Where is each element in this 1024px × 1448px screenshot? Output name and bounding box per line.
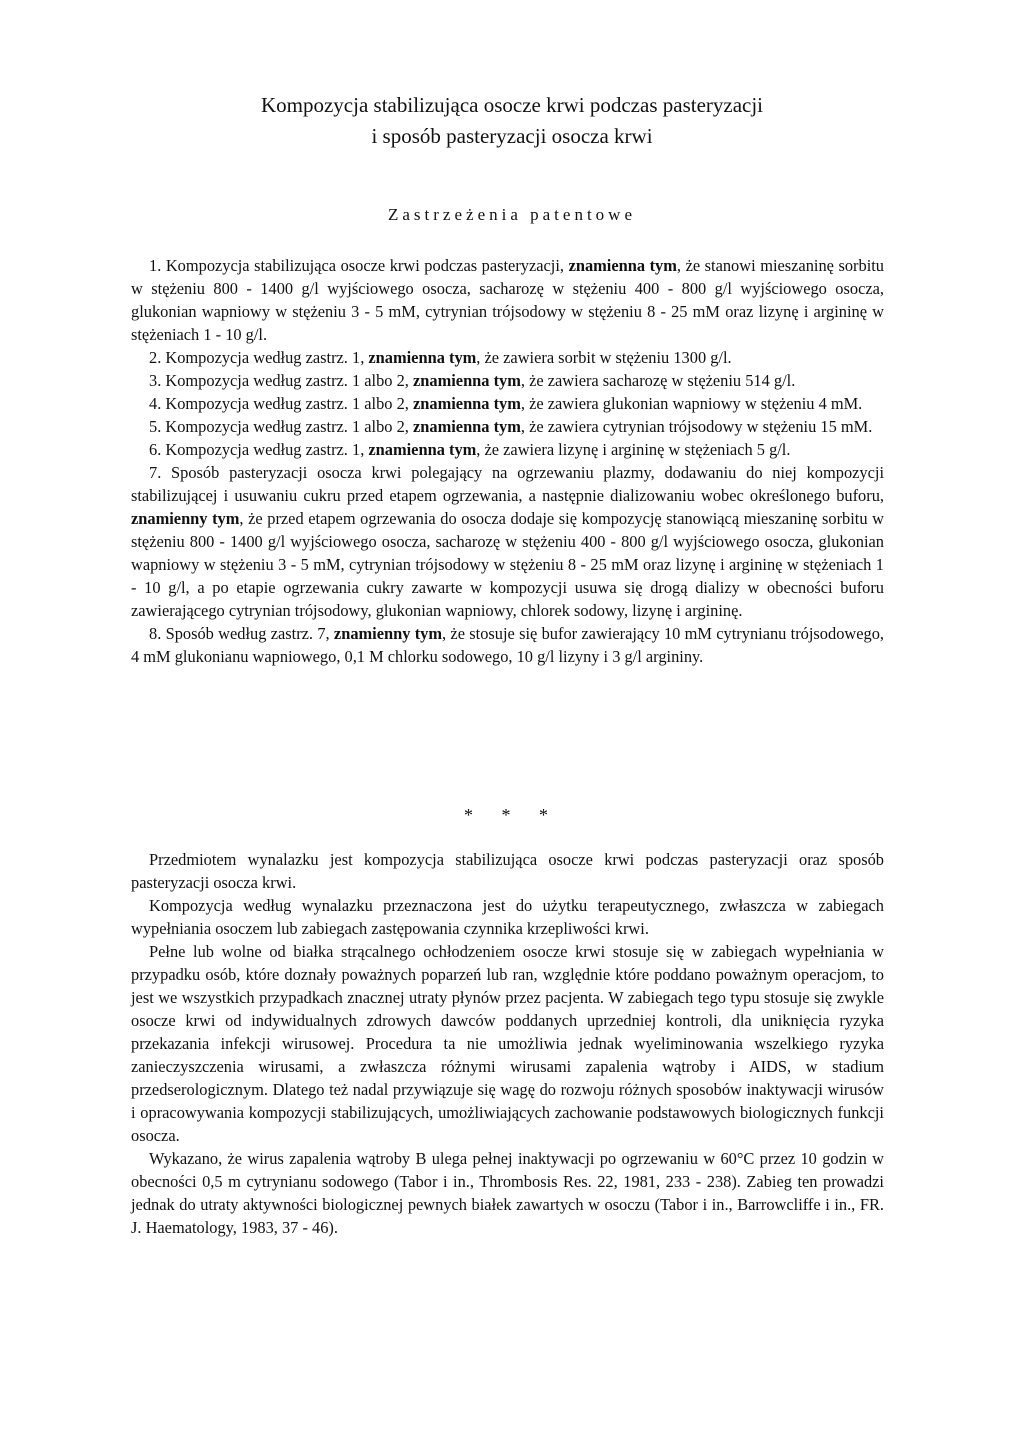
claims-heading: Zastrzeżenia patentowe	[388, 205, 636, 224]
section-separator: * * *	[464, 805, 560, 825]
claim-6: 6. Kompozycja według zastrz. 1, znamienna tym, że zawiera lizynę i argininę w stężeniach 5 g/l.	[149, 440, 791, 459]
claims-list	[131, 254, 884, 668]
description-paragraph-4: Wykazano, że wirus zapalenia wątroby B ulega pełnej inaktywacji po ogrzewaniu w 60°C przez 10 godzin w obecności 0,5 m cytrynianu sodowego (Tabor i in., Thrombosis Res. 22, 1981, 233 - 238). Zabieg ten prowadzi jednak do utraty aktywności biologicznej pewnych białek zawartych w osoczu (Tabor i in., Barrowcliffe i in., FR. J. Haematology, 1983, 37 - 46).	[131, 1149, 884, 1237]
claim-4: 4. Kompozycja według zastrz. 1 albo 2, znamienna tym, że zawiera glukonian wapniowy w stężeniu 4 mM.	[149, 394, 863, 413]
claim-5: 5. Kompozycja według zastrz. 1 albo 2, znamienna tym, że zawiera cytrynian trójsodowy w stężeniu 15 mM.	[149, 417, 873, 436]
claim-3: 3. Kompozycja według zastrz. 1 albo 2, znamienna tym, że zawiera sacharozę w stężeniu 514 g/l.	[149, 371, 796, 390]
claim-1: 1. Kompozycja stabilizująca osocze krwi podczas pasteryzacji, znamienna tym, że stanowi mieszaninę sorbitu w stężeniu 800 - 1400 g/l wyjściowego osocza, sacharozę w stężeniu 400 - 800 g/l wyjściowego osocza, glukonian wapniowy w stężeniu 3 - 5 mM, cytrynian trójsodowy w stężeniu 8 - 25 mM oraz lizynę i argininę w stężeniach 1 - 10 g/l.	[131, 256, 884, 344]
document-title	[140, 90, 884, 152]
title-line-1: Kompozycja stabilizująca osocze krwi podczas pasteryzacji	[260, 93, 764, 117]
title-line-2: i sposób pasteryzacji osocza krwi	[371, 124, 653, 148]
description-paragraph-3: Pełne lub wolne od białka strącalnego ochłodzeniem osocze krwi stosuje się w zabiegach wypełniania w przypadku osób, które doznały poważnych poparzeń lub ran, względnie które poddano poważnym operacjom, to jest we wszystkich przypadkach znacznej utraty płynów przez pacjenta. W zabiegach tego typu stosuje się zwykle osocze krwi od indywidualnych zdrowych dawców poddanych uprzedniej kontroli, dla uniknięcia ryzyka przekazania infekcji wirusowej. Procedura ta nie umożliwia jednak wyeliminowania wszelkiego ryzyka zanieczyszczenia wirusami, a zwłaszcza różnymi wirusami zapalenia wątroby i AIDS, w stadium przedserologicznym. Dlatego też nadal przywiązuje się wagę do rozwoju różnych sposobów inaktywacji wirusów i opracowywania kompozycji stabilizujących, umożliwiających zachowanie podstawowych biologicznych funkcji osocza.	[131, 942, 884, 1145]
claim-7: 7. Sposób pasteryzacji osocza krwi polegający na ogrzewaniu plazmy, dodawaniu do niej kompozycji stabilizującej i usuwaniu cukru przed etapem ogrzewania, a następnie dializowaniu wobec określonego buforu, znamienny tym, że przed etapem ogrzewania do osocza dodaje się kompozycję stanowiącą mieszaninę sorbitu w stężeniu 800 - 1400 g/l wyjściowego osocza, sacharozę w stężeniu 400 - 800 g/l wyjściowego osocza, glukonian wapniowy w stężeniu 3 - 5 mM, cytrynian trójsodowy w stężeniu 8 - 25 mM oraz lizynę i argininę w stężeniach 1 - 10 g/l, a po etapie ogrzewania cukry zawarte w kompozycji usuwa się drogą dializy w obecności buforu zawierającego cytrynian trójsodowy, glukonian wapniowy, chlorek sodowy, lizynę i argininę.	[131, 463, 884, 620]
claim-8: 8. Sposób według zastrz. 7, znamienny tym, że stosuje się bufor zawierający 10 mM cytrynianu trójsodowego, 4 mM glukonianu wapniowego, 0,1 M chlorku sodowego, 10 g/l lizyny i 3 g/l argininy.	[131, 624, 884, 666]
description-paragraph-1: Przedmiotem wynalazku jest kompozycja stabilizująca osocze krwi podczas pasteryzacji oraz sposób pasteryzacji osocza krwi.	[131, 850, 884, 892]
claim-2: 2. Kompozycja według zastrz. 1, znamienna tym, że zawiera sorbit w stężeniu 1300 g/l.	[149, 348, 732, 367]
description	[131, 848, 884, 1239]
description-paragraph-2: Kompozycja według wynalazku przeznaczona jest do użytku terapeutycznego, zwłaszcza w zabiegach wypełniania osoczem lub zabiegach zastępowania czynnika krzepliwości krwi.	[131, 896, 884, 938]
